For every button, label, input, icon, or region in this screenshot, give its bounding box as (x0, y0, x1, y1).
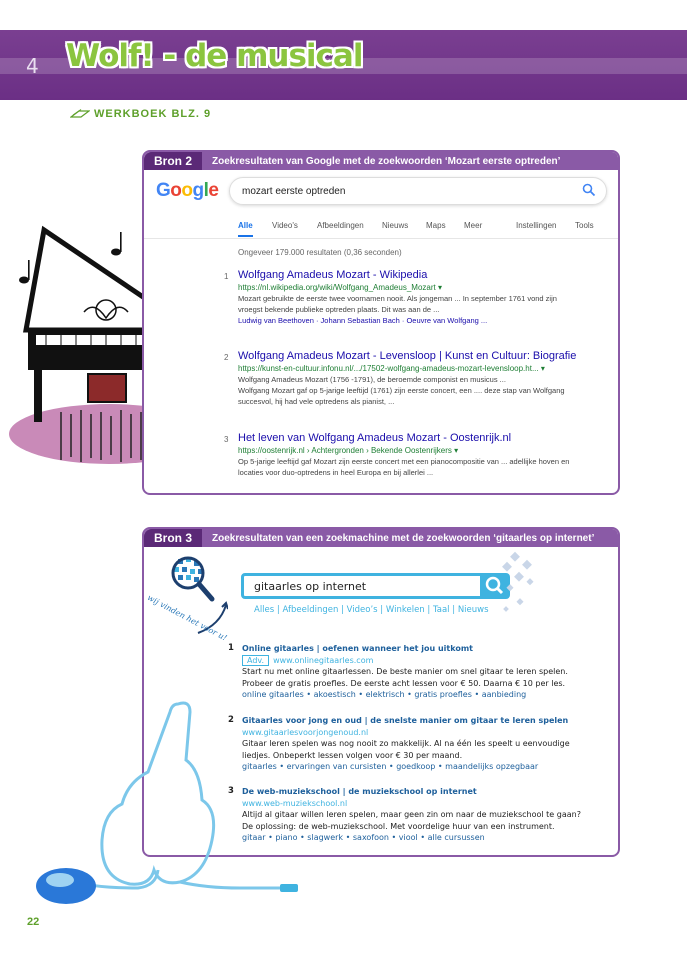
ad-badge: Adv. (242, 655, 269, 666)
result-title[interactable]: Online gitaarles | oefenen wanneer het jou uitkomt (242, 644, 474, 653)
result-snippet: Probeer de gratis proefles. De eerste acht lessen voor € 50. Daarna € 10 per les. (242, 678, 566, 688)
source-box-bron2 (142, 150, 620, 495)
tab-nieuws[interactable]: Nieuws (382, 221, 409, 230)
result-url[interactable]: https://nl.wikipedia.org/wiki/Wolfgang_Amadeus_Mozart ▾ (238, 283, 442, 292)
tab-maps[interactable]: Maps (426, 221, 446, 230)
source-header (144, 152, 618, 170)
result-sitelinks[interactable]: gitaarles • ervaringen van cursisten • goedkoop • maandelijks opzegbaar (242, 762, 539, 771)
google-search-input[interactable] (229, 177, 607, 205)
search-result (224, 268, 609, 326)
category-taal[interactable]: Taal (432, 605, 450, 615)
chapter-number: 4 (26, 54, 39, 78)
tab-meer[interactable]: Meer (464, 221, 483, 230)
result-snippet: Altijd al gitaar willen leren spelen, maar geen zin om naar de muziekschool te gaan? (242, 810, 581, 819)
result-snippet: liedjes. Onbeperkt lessen volgen voor € 30 per maand. (242, 750, 463, 760)
result-number: 1 (224, 272, 229, 281)
result-snippet: Op 5-jarige leeftijd gaf Mozart zijn eerste concert met een pianocompositie van ... adellijke hoven en (238, 457, 570, 466)
search-result (228, 643, 608, 701)
result-sitelinks[interactable]: gitaar • piano • slagwerk • saxofoon • viool • alle cursussen (242, 833, 485, 842)
result-url[interactable]: www.gitaarlesvoorjongenoud.nl (242, 727, 369, 737)
category-alles[interactable]: Alles (254, 605, 275, 615)
search-engine-slogan: wij vinden het voor u! (145, 593, 229, 643)
page-number: 22 (27, 916, 40, 928)
result-snippet: Mozart gebruikte de eerste twee voornamen nooit. Als jongeman ... In september 1761 vond zijn (238, 294, 557, 303)
workbook-icon (70, 109, 90, 119)
category-winkelen[interactable]: Winkelen (385, 605, 425, 615)
result-snippet: Wolfgang Mozart gaf op 5-jarige leeftijd (1761) zijn eerste concert, een .... deze stap van Wolfgang (238, 386, 565, 395)
source-title: Zoekresultaten van Google met de zoekwoorden ‘Mozart eerste optreden’ (212, 155, 561, 167)
result-number: 1 (228, 643, 234, 653)
page-title: Wolf! - de musical (66, 38, 363, 74)
result-url[interactable]: https://oostenrijk.nl › Achtergronden › Bekende Oostenrijkers ▾ (238, 446, 459, 455)
tab-afbeeldingen[interactable]: Afbeeldingen (317, 221, 364, 230)
result-snippet: Wolfgang Amadeus Mozart (1756 -1791), de beroemde componist en musicus ... (238, 375, 506, 384)
source-tag: Bron 3 (144, 529, 202, 547)
result-snippet: vroegst bekende publieke optreden plaats. Dit was aan de ... (238, 305, 440, 314)
workbook-reference (70, 108, 211, 120)
result-number: 2 (224, 353, 229, 362)
result-number: 2 (228, 715, 234, 725)
tab-videos[interactable]: Video's (272, 221, 298, 230)
result-sitelinks[interactable]: Ludwig van Beethoven · Johann Sebastian Bach · Oeuvre van Wolfgang ... (238, 316, 488, 325)
search-categories: Alles | Afbeeldingen | Video’s | Winkelen | Taal | Nieuws (254, 605, 489, 615)
result-title[interactable]: Het leven van Wolfgang Amadeus Mozart - Oostenrijk.nl (238, 432, 512, 444)
search-result (224, 431, 609, 478)
search-query: gitaarles op internet (254, 580, 367, 593)
result-number: 3 (224, 435, 229, 444)
source-header (144, 529, 618, 547)
result-snippet: succesvol, hij had vele optredens als pianist, ... (238, 397, 395, 406)
result-url[interactable]: https://kunst-en-cultuur.infonu.nl/.../17502-wolfgang-amadeus-mozart-levensloop.ht... ▾ (238, 364, 545, 373)
result-snippet: locaties voor duo-optredens in heel Europa en bij allerlei ... (238, 468, 434, 477)
result-snippet: De oplossing: de web-muziekschool. Met voordelige huur van een instrument. (242, 821, 555, 831)
result-snippet: Start nu met online gitaarlessen. De beste manier om snel gitaar te leren spelen. (242, 667, 568, 676)
source-tag: Bron 2 (144, 152, 202, 170)
search-icon[interactable] (582, 183, 596, 197)
tab-alle[interactable]: Alle (238, 221, 253, 237)
result-title[interactable]: Gitaarles voor jong en oud | de snelste manier om gitaar te leren spelen (242, 716, 569, 725)
result-sitelinks[interactable]: online gitaarles • akoestisch • elektrisch • gratis proefles • aanbieding (242, 690, 527, 699)
google-logo: Google (156, 180, 219, 201)
tab-tools[interactable]: Tools (575, 221, 594, 230)
tab-instellingen[interactable]: Instellingen (516, 221, 557, 230)
result-snippet: Gitaar leren spelen was nog nooit zo makkelijk. Al na één les speelt u eenvoudige (242, 739, 570, 748)
search-query: mozart eerste optreden (242, 186, 346, 197)
result-title[interactable]: Wolfgang Amadeus Mozart - Levensloop | Kunst en Cultuur: Biografie (238, 350, 577, 362)
category-afbeeldingen[interactable]: Afbeeldingen (282, 605, 339, 615)
chapter-banner (0, 30, 687, 100)
guitar-cable-illustration (30, 700, 310, 920)
result-title[interactable]: De web-muziekschool | de muziekschool op internet (242, 787, 477, 796)
result-url[interactable]: www.onlinegitaarles.com (273, 655, 374, 665)
search-input[interactable] (241, 573, 484, 599)
source-title: Zoekresultaten van een zoekmachine met de zoekwoorden ‘gitaarles op internet’ (212, 532, 595, 544)
category-nieuws[interactable]: Nieuws (457, 605, 489, 615)
result-count: Ongeveer 179.000 resultaten (0,36 seconden) (238, 248, 402, 257)
google-tabs (144, 217, 618, 239)
result-title[interactable]: Wolfgang Amadeus Mozart - Wikipedia (238, 269, 428, 281)
usb-plug-icon (280, 884, 298, 892)
search-result (224, 349, 609, 407)
category-videos[interactable]: Video’s (346, 605, 378, 615)
result-number: 3 (228, 786, 234, 796)
decorative-pixels-icon (484, 551, 540, 621)
result-url[interactable]: www.web-muziekschool.nl (242, 798, 348, 808)
workbook-label: WERKBOEK BLZ. 9 (94, 108, 212, 120)
